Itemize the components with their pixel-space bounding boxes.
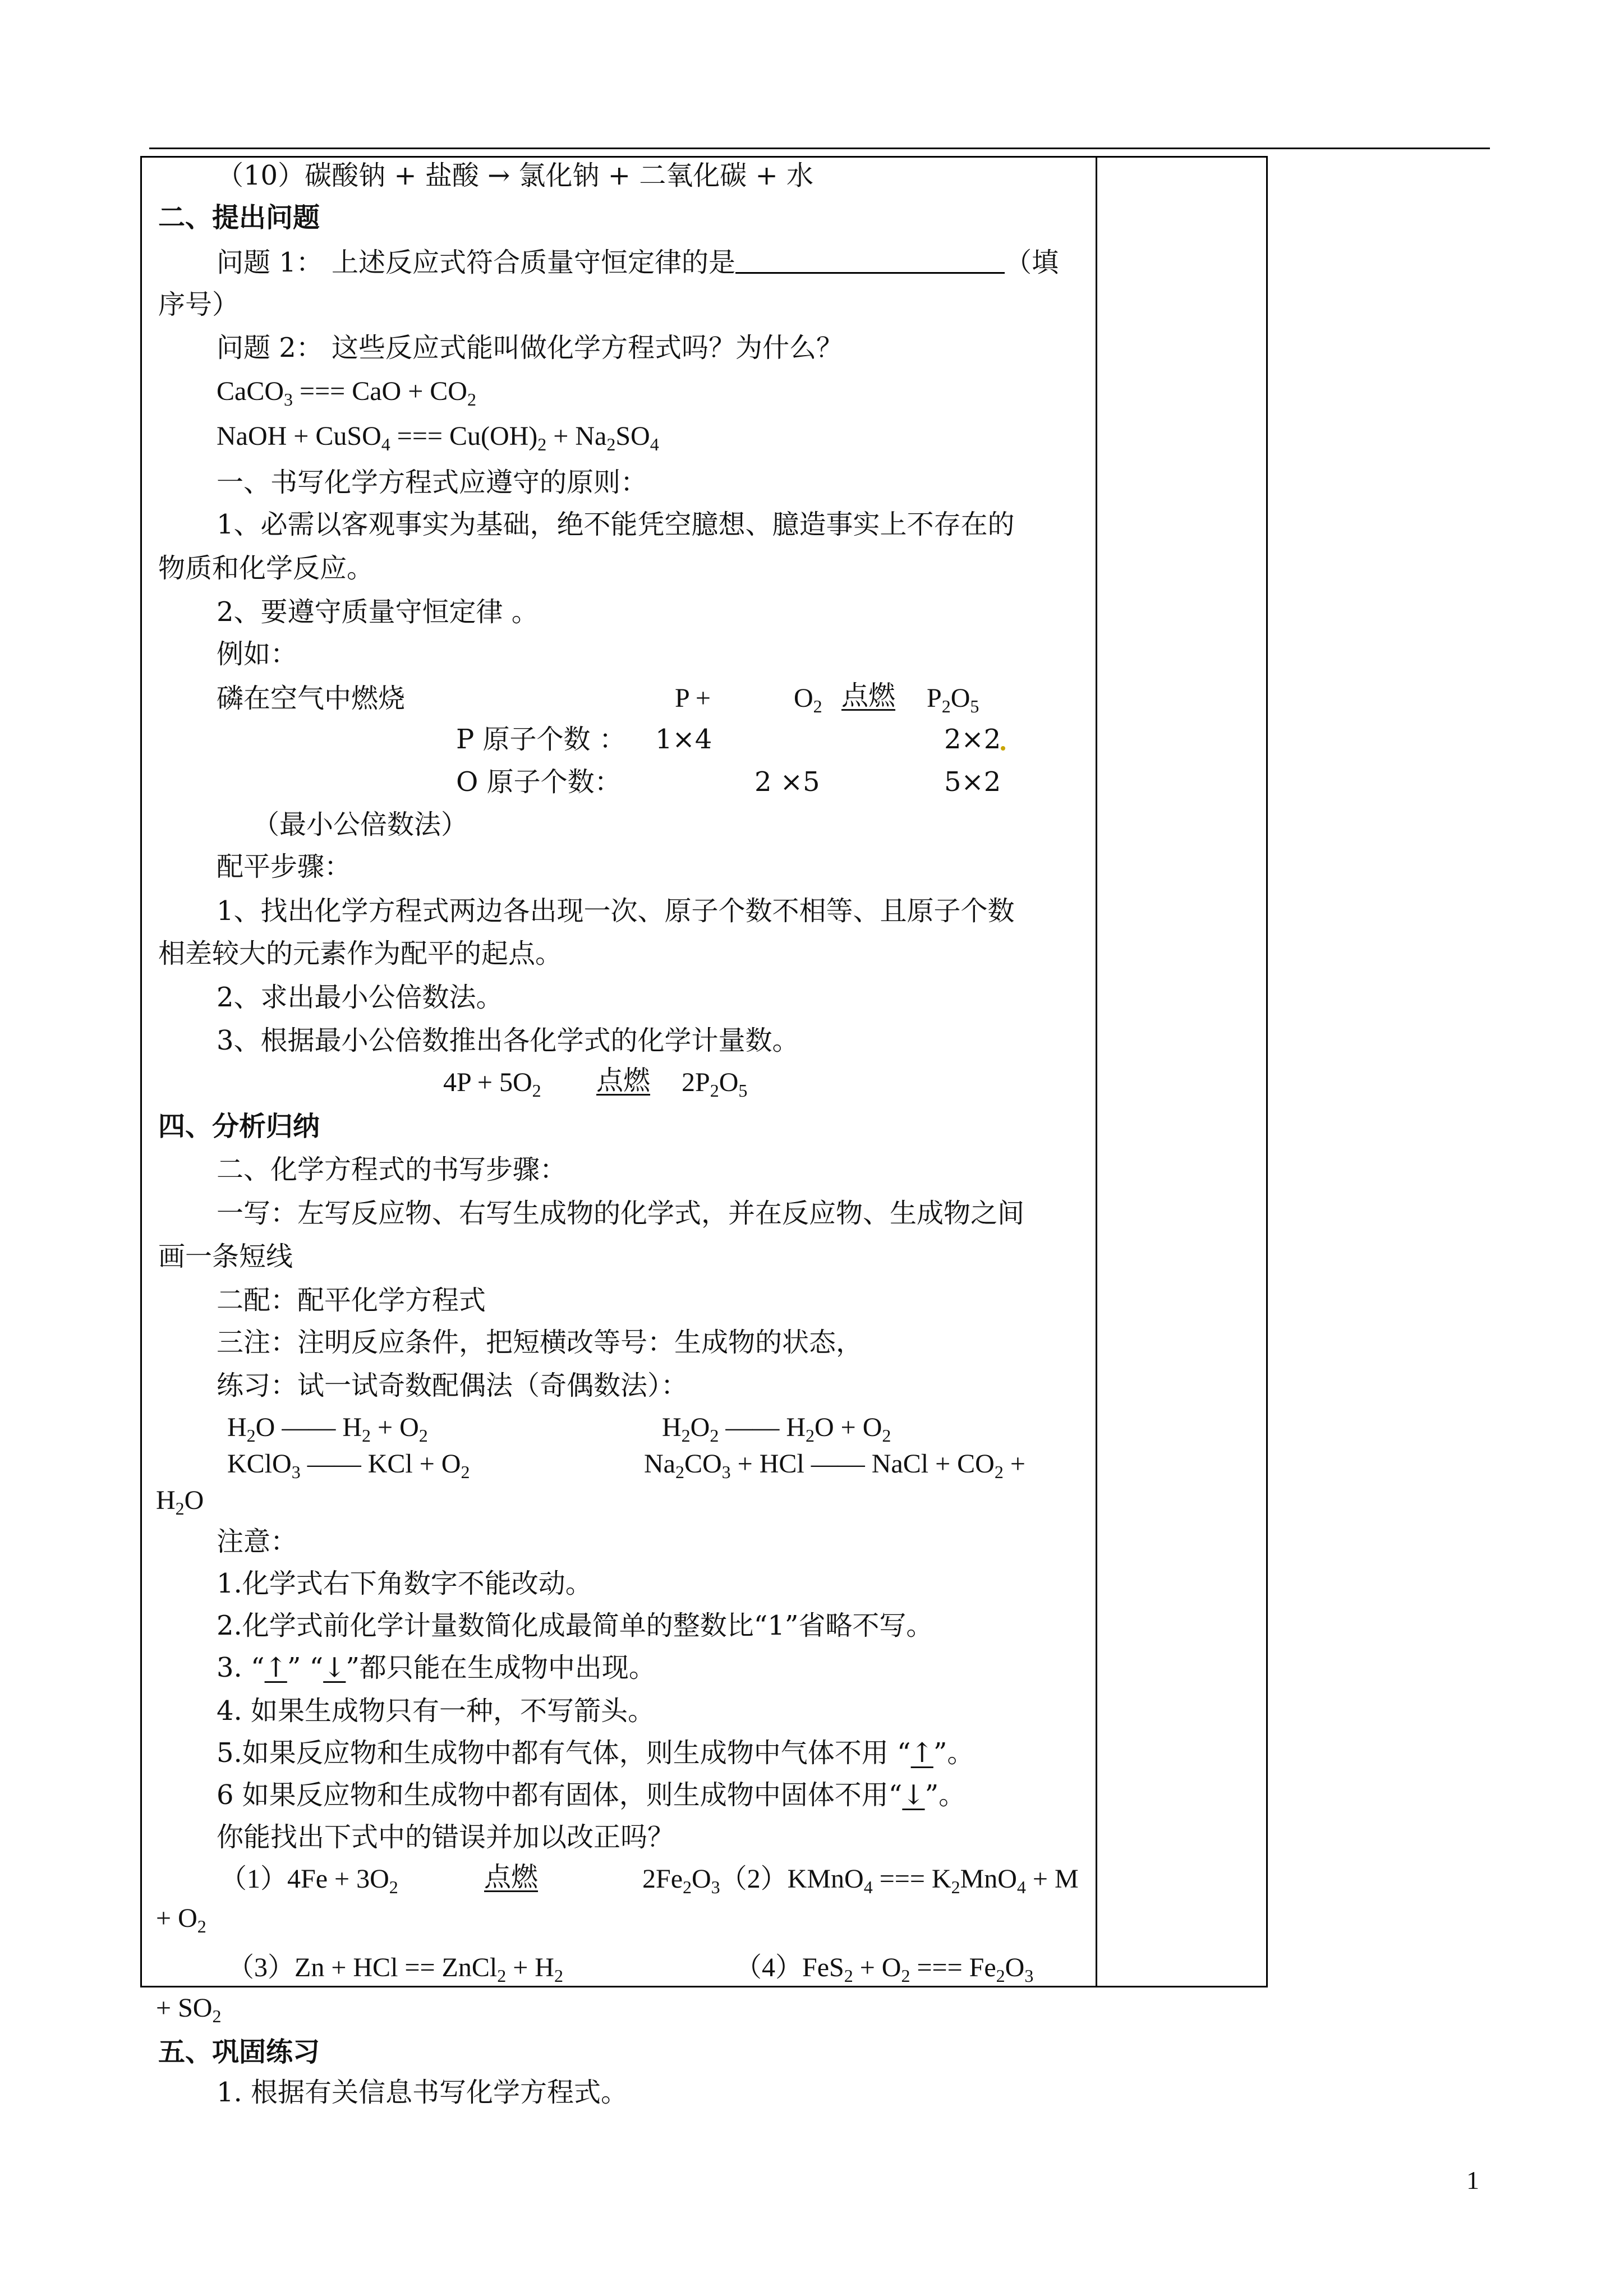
- subscript: 2: [389, 1877, 398, 1897]
- atom-count-label: P 原子个数 ：: [456, 724, 626, 755]
- text-line: [217, 1736, 974, 1770]
- formula-text: （3）Zn + HCl == ZnCl: [227, 1953, 498, 1982]
- section-heading: 五、巩固练习: [158, 2036, 320, 2068]
- formula-text: H: [156, 1485, 176, 1515]
- formula-text: [682, 1066, 747, 1099]
- equation-line: [443, 1066, 541, 1099]
- question-1-text: 问题 1： 上述反应式符合质量守恒定律的是: [217, 247, 736, 278]
- formula-text: —— KCl + O: [300, 1449, 461, 1479]
- header-rule: [149, 148, 1490, 149]
- text-line: 3、根据最小公倍数推出各化学式的化学计量数。: [217, 1025, 799, 1056]
- text-line: 物质和化学反应。: [158, 553, 374, 584]
- formula-text: [794, 682, 822, 715]
- answer-blank: [735, 249, 1005, 274]
- formula-text: （1）4Fe + 3O: [220, 1864, 389, 1894]
- formula-text: （2）KMnO: [720, 1864, 864, 1894]
- subscript: 2: [197, 1916, 206, 1936]
- text-line: [217, 1651, 656, 1685]
- subscript: 2: [675, 1462, 684, 1482]
- question-2: 问题 2： 这些反应式能叫做化学方程式吗？为什么？: [217, 332, 844, 364]
- formula-text: === Fe: [910, 1953, 996, 1982]
- text-line: 序号）: [158, 289, 240, 320]
- subscript: 2: [681, 1425, 691, 1446]
- subscript: 4: [1016, 1877, 1026, 1897]
- note-text: ”都只能在生成物中出现。: [346, 1652, 656, 1683]
- formula-text: O: [690, 1412, 710, 1442]
- question-1: [217, 246, 1059, 279]
- formula-text: H: [662, 1412, 682, 1442]
- subscript: 2: [532, 1080, 541, 1101]
- question-1-tail: （填: [1005, 247, 1059, 278]
- equation-line: [156, 1991, 221, 2025]
- subscript: 3: [1024, 1966, 1034, 1986]
- formula-text: 4P + 5O: [443, 1068, 532, 1097]
- subscript: 3: [291, 1462, 301, 1482]
- equation-line: [220, 1862, 398, 1896]
- subscript: 2: [951, 1877, 960, 1897]
- note-text: ”。: [924, 1779, 966, 1811]
- subscript: 2: [606, 434, 616, 454]
- condition-ignite: 点燃: [484, 1861, 539, 1893]
- equation-line: [227, 1447, 470, 1481]
- atom-count-label: O 原子个数：: [456, 766, 622, 798]
- formula-text: O: [692, 1864, 711, 1894]
- subscript: 2: [710, 1425, 719, 1446]
- subscript: 2: [882, 1425, 891, 1446]
- formula-text: P +: [675, 683, 711, 713]
- subscript: 2: [813, 696, 822, 716]
- subscript: 4: [863, 1877, 873, 1897]
- formula-text: + H: [506, 1953, 554, 1982]
- formula-text: +: [1003, 1449, 1025, 1479]
- formula-text: NaOH + CuSO: [217, 421, 381, 451]
- formula-text: === Cu(OH): [390, 421, 538, 451]
- formula-text: CaCO: [217, 376, 284, 406]
- text-line: 画一条短线: [158, 1241, 293, 1272]
- subscript: 2: [212, 2006, 222, 2026]
- atom-count-value: 1×4: [655, 724, 712, 755]
- example-label: 磷在空气中燃烧: [217, 683, 406, 714]
- text-line: 2.化学式前化学计量数简化成最简单的整数比“1”省略不写。: [217, 1610, 933, 1641]
- formula-text: + M: [1025, 1864, 1079, 1894]
- subscript: 2: [994, 1462, 1004, 1482]
- formula-text: + Na: [546, 421, 607, 451]
- down-arrow-icon: ↓: [902, 1779, 925, 1811]
- text-line: 练习：试一试奇数配偶法（奇偶数法）：: [217, 1370, 688, 1401]
- formula-text: === K: [872, 1864, 951, 1894]
- equation-line: [156, 1484, 204, 1517]
- text-line: 1.化学式右下角数字不能改动。: [217, 1568, 592, 1599]
- text-line: 配平步骤：: [217, 851, 352, 882]
- subscript: 4: [381, 434, 390, 454]
- text-line: 一、书写化学方程式应遵守的原则：: [217, 467, 648, 498]
- equation-line: [217, 420, 659, 453]
- formula-text: P: [927, 683, 942, 713]
- text-line: 注意：: [217, 1526, 298, 1557]
- subscript: 3: [711, 1877, 720, 1897]
- text-line: 1、必需以客观事实为基础，绝不能凭空臆想、臆造事实上不存在的: [217, 509, 1015, 540]
- subscript: 2: [418, 1425, 428, 1446]
- text-line: 二、化学方程式的书写步骤：: [217, 1154, 567, 1185]
- condition-ignite: 点燃: [596, 1065, 651, 1096]
- formula-text: O —— H: [255, 1412, 362, 1442]
- up-arrow-icon: ↑: [264, 1652, 287, 1683]
- subscript: 2: [467, 389, 476, 409]
- subscript: 2: [901, 1966, 910, 1986]
- subscript: 2: [246, 1425, 256, 1446]
- formula-text: O: [794, 683, 813, 713]
- formula-text: （4）FeS: [735, 1953, 844, 1982]
- formula-text: + HCl —— NaCl + CO: [730, 1449, 995, 1479]
- atom-count-value: 5×2: [944, 766, 1001, 798]
- formula-text: Na: [644, 1449, 675, 1479]
- formula-text: SO: [615, 421, 650, 451]
- formula-text: MnO: [960, 1864, 1017, 1894]
- up-arrow-icon: ↑: [910, 1737, 933, 1769]
- subscript: 5: [970, 696, 979, 716]
- text-line: [217, 1778, 965, 1812]
- equation-line: [644, 1447, 1025, 1481]
- formula-text: —— H: [719, 1412, 806, 1442]
- formula-text: KClO: [227, 1449, 292, 1479]
- equation-line: [227, 1951, 563, 1985]
- note-text: 5.如果反应物和生成物中都有气体，则生成物中气体不用 “: [217, 1737, 911, 1769]
- formula-text: O + O: [815, 1412, 882, 1442]
- text-line: （10）碳酸钠 + 盐酸 → 氯化钠 + 二氧化碳 + 水: [217, 160, 814, 191]
- formula-text: + SO: [156, 1993, 213, 2023]
- text-line: 你能找出下式中的错误并加以改正吗？: [217, 1821, 675, 1853]
- subscript: 3: [284, 389, 293, 409]
- formula-text: + O: [156, 1903, 197, 1933]
- subscript: 2: [806, 1425, 815, 1446]
- formula-text: 2Fe: [642, 1864, 683, 1894]
- mark-dot: [1001, 746, 1005, 751]
- formula-text: [927, 682, 979, 715]
- subscript: 2: [362, 1425, 371, 1446]
- atom-count-value: 2 ×5: [755, 766, 820, 798]
- subscript: 2: [175, 1498, 185, 1519]
- subscript: 3: [721, 1462, 731, 1482]
- equation-line: [735, 1951, 1033, 1985]
- section-heading: 二、提出问题: [158, 202, 320, 233]
- atom-count-value: 2×2: [944, 724, 1001, 755]
- text-line: 1. 根据有关信息书写化学方程式。: [217, 2077, 628, 2108]
- text-line: 4. 如果生成物只有一种，不写箭头。: [217, 1695, 655, 1727]
- note-text: ”。: [933, 1737, 974, 1769]
- note-text: 6 如果反应物和生成物中都有固体，则生成物中固体不用“: [217, 1779, 903, 1811]
- text-line: 1、找出化学方程式两边各出现一次、原子个数不相等、且原子个数: [217, 895, 1015, 927]
- text-line: 相差较大的元素作为配平的起点。: [158, 938, 563, 969]
- equation-line: [156, 1902, 206, 1935]
- subscript: 2: [537, 434, 547, 454]
- formula-text: O: [719, 1068, 739, 1097]
- equation-line: [662, 1411, 891, 1444]
- subscript: 2: [497, 1966, 507, 1986]
- text-line: 一写：左写反应物、右写生成物的化学式，并在反应物、生成物之间: [217, 1198, 1025, 1229]
- text-line: （最小公倍数法）: [252, 809, 468, 840]
- equation-line: [217, 375, 476, 408]
- equation-line: [642, 1862, 1079, 1896]
- page-number: 1: [1466, 2166, 1479, 2194]
- subscript: 5: [738, 1080, 748, 1101]
- text-line: 例如：: [217, 638, 298, 670]
- formula-text: O: [184, 1485, 204, 1515]
- formula-text: === CaO + CO: [293, 376, 467, 406]
- text-line: 二配：配平化学方程式: [217, 1285, 486, 1316]
- down-arrow-icon: ↓: [323, 1652, 346, 1683]
- subscript: 2: [996, 1966, 1005, 1986]
- subscript: 2: [941, 696, 951, 716]
- formula-text: O: [950, 683, 970, 713]
- subscript: 2: [683, 1877, 692, 1897]
- note-text: 3. “: [217, 1652, 265, 1683]
- condition-ignite: 点燃: [841, 680, 896, 711]
- subscript: 2: [710, 1080, 719, 1101]
- text-line: 三注：注明反应条件，把短横改等号：生成物的状态，: [217, 1327, 863, 1358]
- note-text: ” “: [287, 1652, 324, 1683]
- subscript: 2: [554, 1966, 563, 1986]
- text-line: 2、求出最小公倍数法。: [217, 982, 503, 1013]
- formula-text: H: [227, 1412, 247, 1442]
- formula-text: 2P: [682, 1068, 710, 1097]
- table-column-divider: [1096, 156, 1097, 1987]
- formula-text: CO: [684, 1449, 722, 1479]
- formula-text: + O: [371, 1412, 419, 1442]
- equation-line: [227, 1411, 428, 1444]
- formula-text: + O: [853, 1953, 901, 1982]
- section-heading: 四、分析归纳: [158, 1111, 320, 1142]
- formula-text: O: [1005, 1953, 1025, 1982]
- text-line: 2、要遵守质量守恒定律 。: [217, 596, 539, 628]
- subscript: 2: [844, 1966, 853, 1986]
- subscript: 2: [461, 1462, 470, 1482]
- subscript: 4: [650, 434, 659, 454]
